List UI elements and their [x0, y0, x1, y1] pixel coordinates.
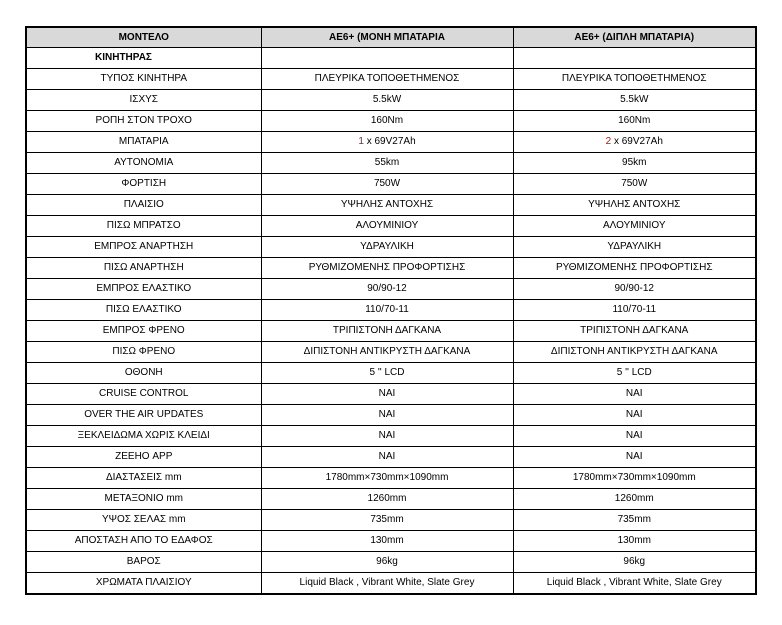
spec-value-double: ΥΔΡΑΥΛΙΚΗ — [513, 237, 756, 258]
spec-row — [26, 489, 756, 510]
spec-row — [26, 153, 756, 174]
spec-label-cell: ΕΜΠΡΟΣ ΕΛΑΣΤΙΚΟ — [26, 279, 261, 300]
section-empty-cell — [261, 48, 513, 69]
spec-value-single: ΝΑΙ — [261, 405, 513, 426]
spec-label-cell: ΥΨΟΣ ΣΕΛΑΣ mm — [26, 510, 261, 531]
spec-label-cell: ΒΑΡΟΣ — [26, 552, 261, 573]
spec-row — [26, 90, 756, 111]
spec-row — [26, 384, 756, 405]
spec-label-cell: ΠΙΣΩ ΜΠΡΑΤΣΟ — [26, 216, 261, 237]
section-empty-cell — [513, 48, 756, 69]
spec-value-double: ΤΡΙΠΙΣΤΟΝΗ ΔΑΓΚΑΝΑ — [513, 321, 756, 342]
spec-value-double: 750W — [513, 174, 756, 195]
spec-row — [26, 405, 756, 426]
spec-label-cell: OVER THE AIR UPDATES — [26, 405, 261, 426]
spec-row — [26, 342, 756, 363]
spec-value-double: 735mm — [513, 510, 756, 531]
spec-value-single: 5 '' LCD — [261, 363, 513, 384]
spec-value-single: 90/90-12 — [261, 279, 513, 300]
spec-label-cell: ΕΜΠΡΟΣ ΑΝΑΡΤΗΣΗ — [26, 237, 261, 258]
spec-label-cell: ΑΥΤΟΝΟΜΙΑ — [26, 153, 261, 174]
spec-value-single: ΝΑΙ — [261, 426, 513, 447]
spec-value-double: ΥΨΗΛΗΣ ΑΝΤΟΧΗΣ — [513, 195, 756, 216]
spec-value-double: ΔΙΠΙΣΤΟΝΗ ΑΝΤΙΚΡΥΣΤΗ ΔΑΓΚΑΝΑ — [513, 342, 756, 363]
spec-value-double — [513, 132, 756, 153]
section-title: ΚΙΝΗΤΗΡΑΣ — [26, 48, 261, 69]
spec-value-single: 1780mm×730mm×1090mm — [261, 468, 513, 489]
spec-row — [26, 447, 756, 468]
spec-value-double: 110/70-11 — [513, 300, 756, 321]
spec-row — [26, 573, 756, 595]
spec-row — [26, 69, 756, 90]
spec-row — [26, 426, 756, 447]
spec-value-single: ΝΑΙ — [261, 384, 513, 405]
spec-value-double: 96kg — [513, 552, 756, 573]
spec-value-single: ΑΛΟΥΜΙΝΙΟΥ — [261, 216, 513, 237]
spec-value-double: ΝΑΙ — [513, 405, 756, 426]
spec-label-cell: ΞΕΚΛΕΙΔΩΜΑ ΧΩΡΙΣ ΚΛΕΙΔΙ — [26, 426, 261, 447]
spec-table — [25, 26, 757, 595]
spec-label-cell: ΜΠΑΤΑΡΙΑ — [26, 132, 261, 153]
spec-value-single: ΥΔΡΑΥΛΙΚΗ — [261, 237, 513, 258]
spec-value-double: ΑΛΟΥΜΙΝΙΟΥ — [513, 216, 756, 237]
spec-value-single: 96kg — [261, 552, 513, 573]
spec-row — [26, 174, 756, 195]
header-row — [26, 27, 756, 48]
header-cell-double-battery: AE6+ (ΔΙΠΛΗ ΜΠΑΤΑΡΙΑ) — [513, 27, 756, 48]
spec-value-double: 95km — [513, 153, 756, 174]
spec-value-double: ΡΥΘΜΙΖΟΜΕΝΗΣ ΠΡΟΦΟΡΤΙΣΗΣ — [513, 258, 756, 279]
spec-value-single: ΤΡΙΠΙΣΤΟΝΗ ΔΑΓΚΑΝΑ — [261, 321, 513, 342]
spec-value-single: ΝΑΙ — [261, 447, 513, 468]
header-cell-single-battery: AE6+ (ΜΟΝΗ ΜΠΑΤΑΡΙΑ — [261, 27, 513, 48]
battery-spec: x 69V27Ah — [613, 136, 663, 147]
spec-row — [26, 552, 756, 573]
spec-label-cell: ΠΙΣΩ ΕΛΑΣΤΙΚΟ — [26, 300, 261, 321]
spec-label-cell: ΟΘΟΝΗ — [26, 363, 261, 384]
spec-label-cell: ΠΙΣΩ ΦΡΕΝΟ — [26, 342, 261, 363]
spec-value-single: Liquid Black , Vibrant White, Slate Grey — [261, 573, 513, 595]
spec-label-cell: ΕΜΠΡΟΣ ΦΡΕΝΟ — [26, 321, 261, 342]
spec-value-double: ΠΛΕΥΡΙΚΑ ΤΟΠΟΘΕΤΗΜΕΝΟΣ — [513, 69, 756, 90]
spec-label-cell: ΔΙΑΣΤΑΣΕΙΣ mm — [26, 468, 261, 489]
spec-value-single: 735mm — [261, 510, 513, 531]
spec-row — [26, 363, 756, 384]
spec-value-single: 55km — [261, 153, 513, 174]
spec-value-double: 5.5kW — [513, 90, 756, 111]
spec-value-single: ΡΥΘΜΙΖΟΜΕΝΗΣ ΠΡΟΦΟΡΤΙΣΗΣ — [261, 258, 513, 279]
spec-value-double: ΝΑΙ — [513, 384, 756, 405]
spec-value-double: 1780mm×730mm×1090mm — [513, 468, 756, 489]
spec-value-double: Liquid Black , Vibrant White, Slate Grey — [513, 573, 756, 595]
spec-row — [26, 279, 756, 300]
spec-value-double: 5 '' LCD — [513, 363, 756, 384]
spec-row — [26, 531, 756, 552]
spec-row — [26, 258, 756, 279]
spec-row — [26, 468, 756, 489]
spec-row — [26, 300, 756, 321]
spec-value-single: ΔΙΠΙΣΤΟΝΗ ΑΝΤΙΚΡΥΣΤΗ ΔΑΓΚΑΝΑ — [261, 342, 513, 363]
spec-label-cell: ΑΠΟΣΤΑΣΗ ΑΠΟ ΤΟ ΕΔΑΦΟΣ — [26, 531, 261, 552]
spec-value-single: ΥΨΗΛΗΣ ΑΝΤΟΧΗΣ — [261, 195, 513, 216]
battery-count: 1 — [358, 136, 364, 147]
spec-value-double: 90/90-12 — [513, 279, 756, 300]
spec-row — [26, 237, 756, 258]
spec-value-single: 1260mm — [261, 489, 513, 510]
spec-value-single: 110/70-11 — [261, 300, 513, 321]
spec-value-single: 160Nm — [261, 111, 513, 132]
spec-row — [26, 111, 756, 132]
header-cell-model: ΜΟΝΤΕΛΟ — [26, 27, 261, 48]
section-row — [26, 48, 756, 69]
spec-label-cell: ΜΕΤΑΞΟΝΙΟ mm — [26, 489, 261, 510]
battery-spec: x 69V27Ah — [366, 136, 416, 147]
battery-count: 2 — [605, 136, 612, 147]
spec-label-cell: ΖΕΕΗΟ APP — [26, 447, 261, 468]
spec-value-double: 160Nm — [513, 111, 756, 132]
spec-table-body — [26, 27, 756, 594]
spec-row — [26, 510, 756, 531]
spec-label-cell: ΠΛΑΙΣΙΟ — [26, 195, 261, 216]
spec-label-cell: ΧΡΩΜΑΤΑ ΠΛΑΙΣΙΟΥ — [26, 573, 261, 595]
spec-value-double: 1260mm — [513, 489, 756, 510]
spec-row — [26, 216, 756, 237]
spec-value-double: ΝΑΙ — [513, 426, 756, 447]
spec-label-cell: CRUISE CONTROL — [26, 384, 261, 405]
spec-label-cell: ΙΣΧΥΣ — [26, 90, 261, 111]
spec-value-single: 130mm — [261, 531, 513, 552]
spec-row — [26, 321, 756, 342]
spec-value-single: 5.5kW — [261, 90, 513, 111]
spec-value-double: 130mm — [513, 531, 756, 552]
spec-label-cell: ΤΥΠΟΣ ΚΙΝΗΤΗΡΑ — [26, 69, 261, 90]
spec-label-cell: ΡΟΠΗ ΣΤΟΝ ΤΡΟΧΟ — [26, 111, 261, 132]
spec-value-single: 750W — [261, 174, 513, 195]
spec-row — [26, 132, 756, 153]
spec-value-single: ΠΛΕΥΡΙΚΑ ΤΟΠΟΘΕΤΗΜΕΝΟΣ — [261, 69, 513, 90]
spec-label-cell: ΠΙΣΩ ΑΝΑΡΤΗΣΗ — [26, 258, 261, 279]
spec-row — [26, 195, 756, 216]
spec-value-double: ΝΑΙ — [513, 447, 756, 468]
spec-label-cell: ΦΟΡΤΙΣΗ — [26, 174, 261, 195]
spec-value-single — [261, 132, 513, 153]
